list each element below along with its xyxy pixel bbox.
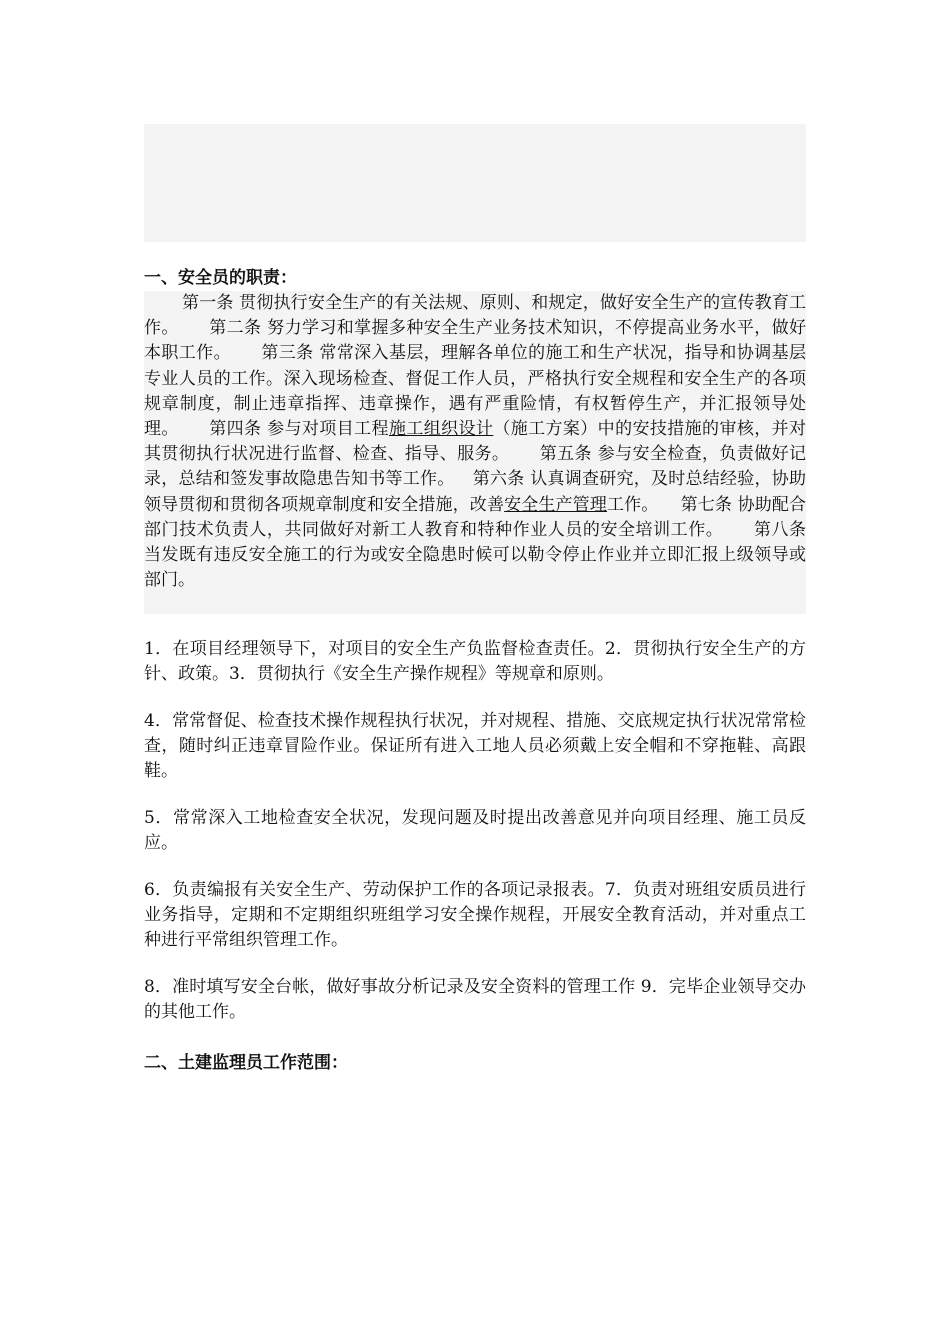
duties-paragraph	[144, 291, 806, 593]
list-item-4: 4．常常督促、检查技术操作规程执行状况，并对规程、措施、交底规定执行状况常常检查，随时纠正违章冒险作业。保证所有进入工地人员必须戴上安全帽和不穿拖鞋、高跟鞋。	[144, 711, 806, 782]
article-6-pre: 第六条 认真调查研究，及时总结经验，协助领导贯彻和贯彻各项规章制度和安全措施，改善	[144, 469, 806, 515]
blank-shaded-block	[144, 124, 806, 242]
section-heading-civil-supervisor-scope: 二、土建监理员工作范围：	[144, 1053, 348, 1073]
list-item-6-7: 6．负责编报有关安全生产、劳动保护工作的各项记录报表。7．负责对班组安质员进行业务指导，定期和不定期组织班组学习安全操作规程，开展安全教育活动，并对重点工种进行平常组织管理工作。	[144, 880, 806, 951]
construction-design-link[interactable]: 施工组织设计	[388, 419, 494, 440]
section-heading-safety-officer-duties: 一、安全员的职责：	[144, 268, 297, 288]
list-item-5: 5．常常深入工地检查安全状况，发现问题及时提出改善意见并向项目经理、施工员反应。	[144, 808, 806, 854]
article-1: 第一条 贯彻执行安全生产的有关法规、原则、和规定，做好安全生产的宣传教育工作。	[144, 293, 806, 339]
safety-management-link[interactable]: 安全生产管理	[504, 494, 607, 515]
list-item-8-9: 8．准时填写安全台帐，做好事故分析记录及安全资料的管理工作 9．完毕企业领导交办的其他工作。	[144, 977, 806, 1023]
article-6-post: 工作。	[606, 494, 659, 515]
article-5: 第五条 参与安全检查，负责做好记录，总结和签发事故隐患告知书等工作。	[144, 444, 807, 490]
article-7: 第七条 协助配合部门技术负责人，共同做好对新工人教育和特种作业人员的安全培训工作。	[144, 494, 807, 540]
article-2: 第二条 努力学习和掌握多种安全生产业务技术知识，不停提高业务水平，做好本职工作。	[144, 318, 807, 364]
article-4-pre: 第四条 参与对项目工程	[208, 419, 389, 440]
article-8: 第八条 当发既有违反安全施工的行为或安全隐患时候可以勒令停止作业并立即汇报上级领导或部门。	[144, 519, 807, 591]
list-item-1-3: 1．在项目经理领导下，对项目的安全生产负监督检查责任。2．贯彻执行安全生产的方针、政策。3．贯彻执行《安全生产操作规程》等规章和原则。	[144, 639, 806, 685]
article-3: 第三条 常常深入基层，理解各单位的施工和生产状况，指导和协调基层专业人员的工作。深入现场检查、督促工作人员，严格执行安全规程和安全生产的各项规章制度，制止违章指挥、违章操作，遇有严重险情，有权暂停生产，并汇报领导处理。	[144, 343, 807, 440]
article-4-post: （施工方案）中的安技措施的审核，并对其贯彻执行状况进行监督、检查、指导、服务。	[144, 419, 807, 465]
